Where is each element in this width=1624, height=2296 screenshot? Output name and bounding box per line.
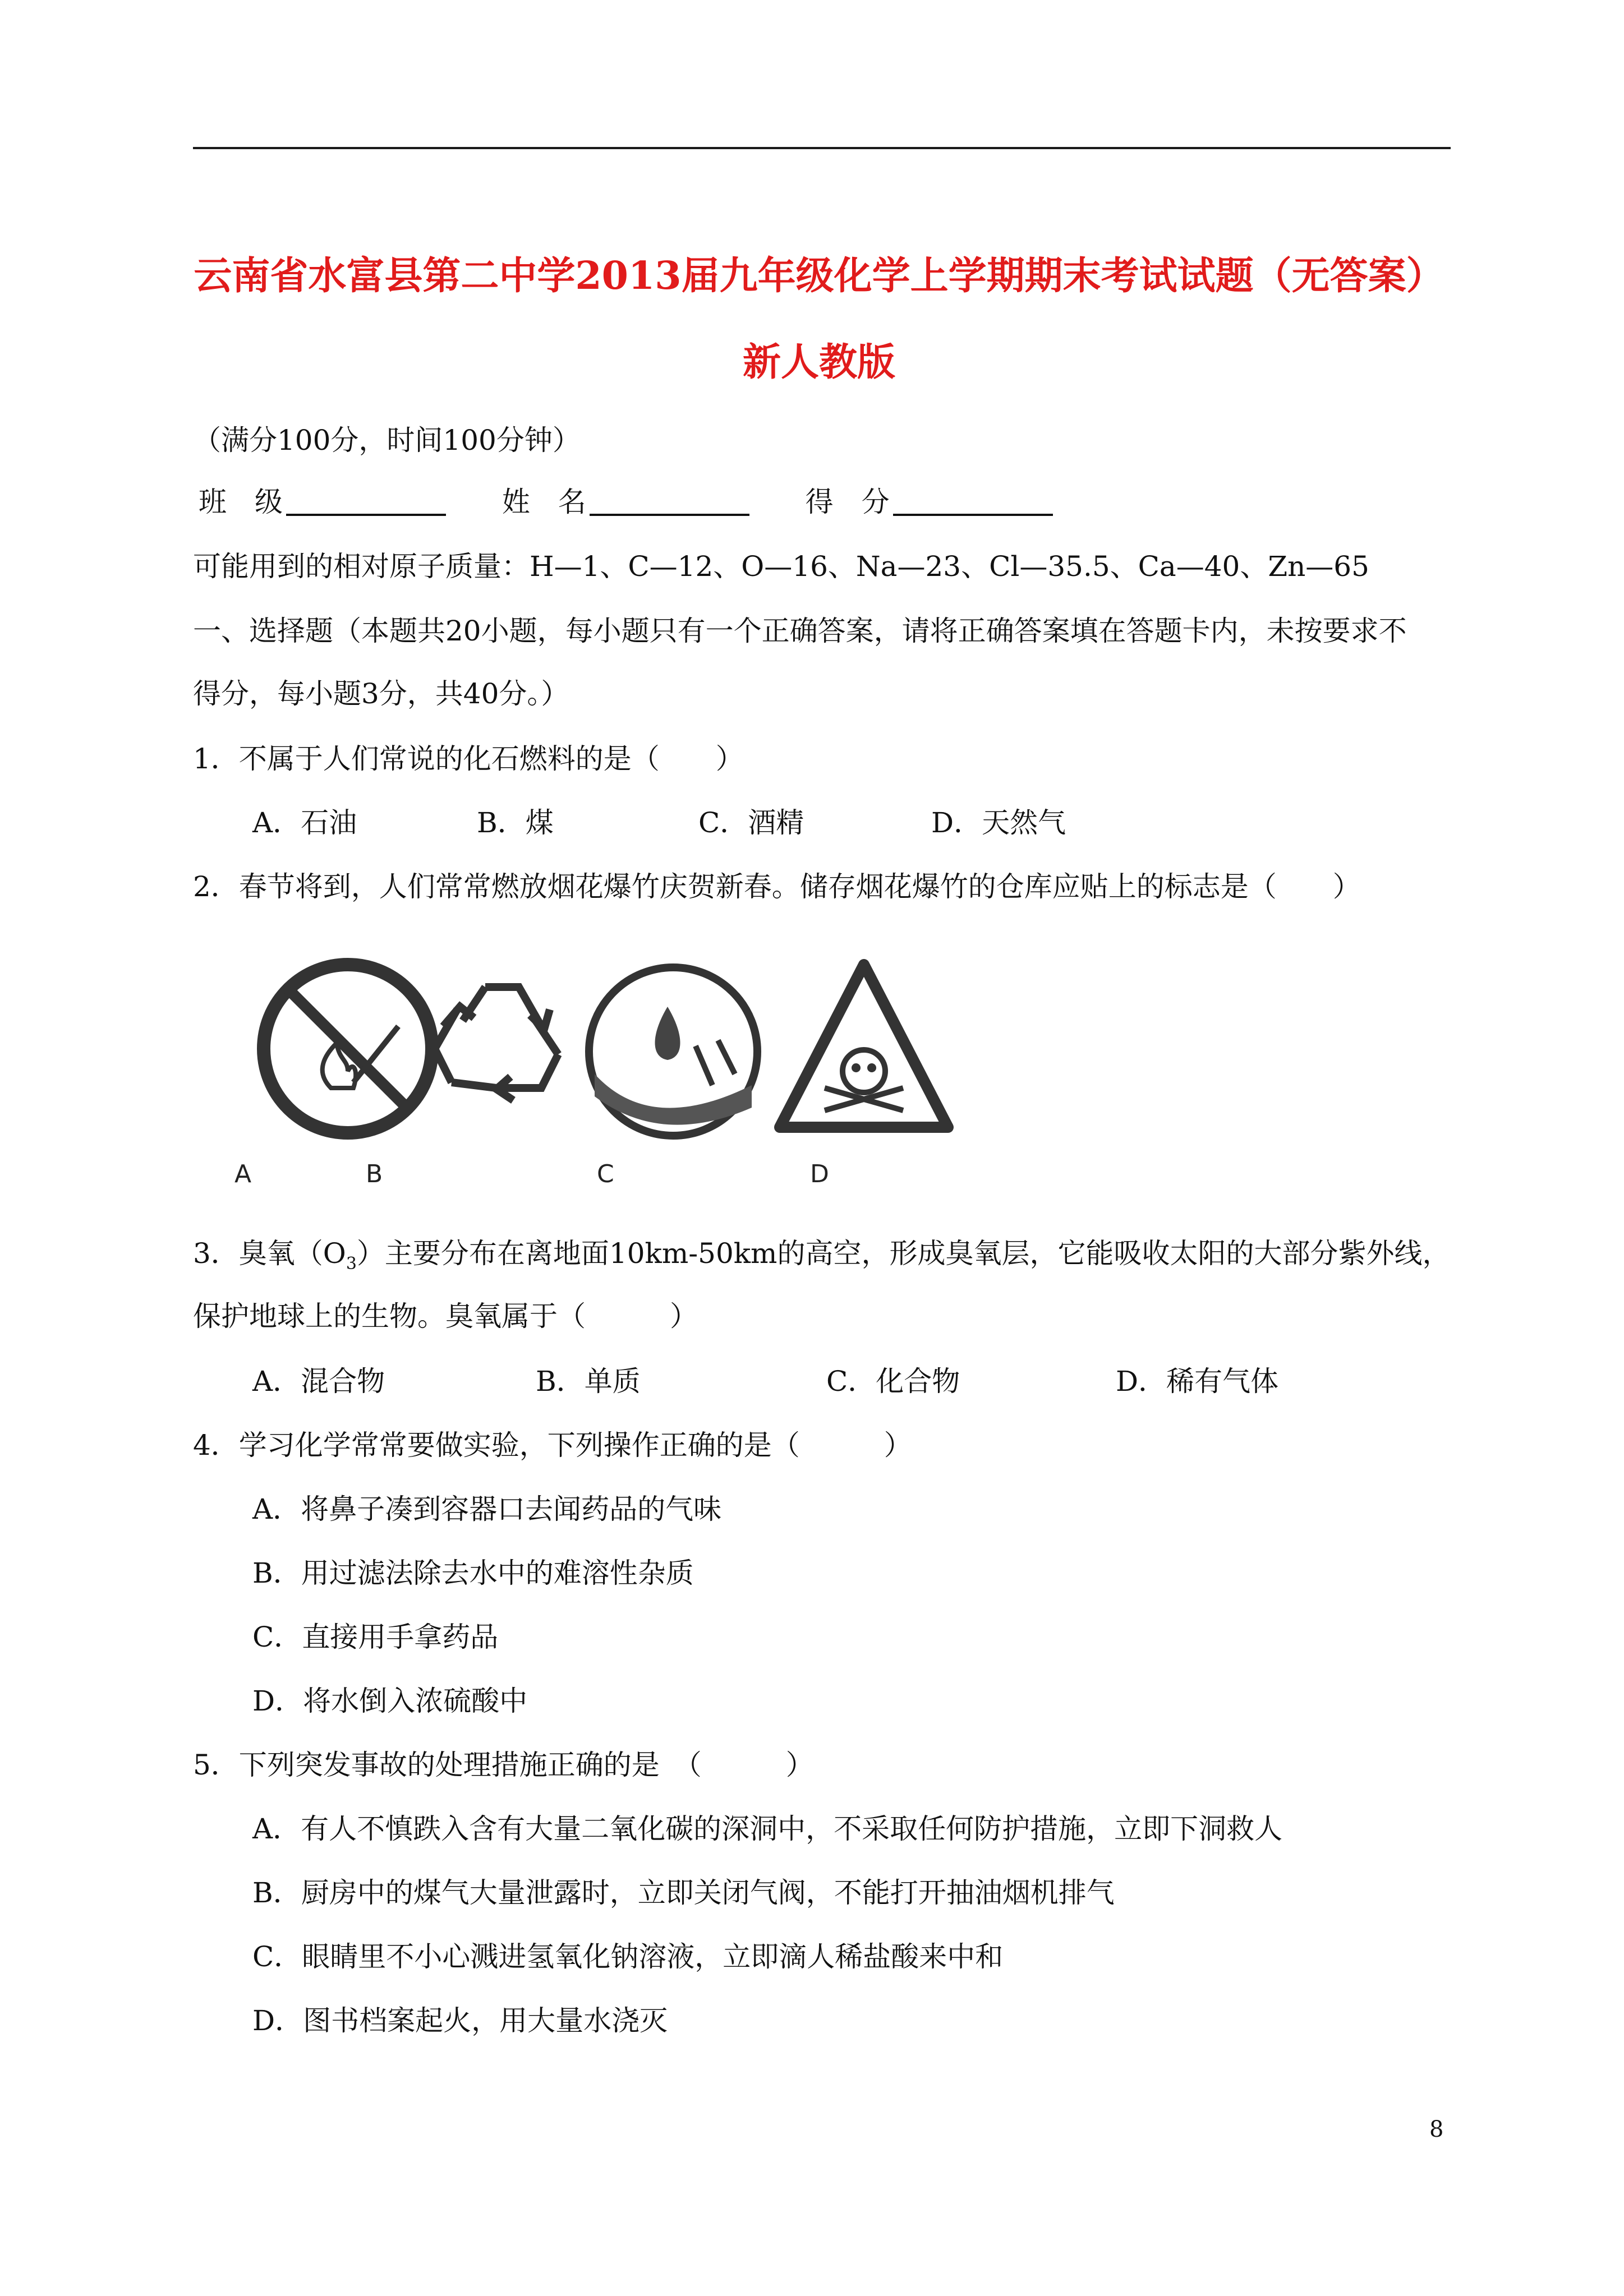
toxic-sign-icon <box>780 965 948 1127</box>
question-5-stem: 5．下列突发事故的处理措施正确的是 （ ） <box>193 1749 814 1781</box>
atomic-mass-note: 可能用到的相对原子质量：H—1、C—12、O—16、Na—23、Cl—35.5、Ca—40、Zn—65 <box>193 550 1369 583</box>
page-number: 8 <box>1429 2117 1444 2142</box>
corrosive-sign-icon <box>589 967 757 1136</box>
doc-title-line1: 云南省水富县第二中学2013届九年级化学上学期期末考试试题（无答案） <box>194 253 1444 298</box>
question-4-stem: 4．学习化学常常要做实验，下列操作正确的是（ ） <box>193 1429 912 1461</box>
name-blank <box>590 489 749 516</box>
name-label: 姓 名 <box>502 486 586 518</box>
class-blank <box>286 489 446 516</box>
q3-option-d: D．稀有气体 <box>1116 1365 1279 1398</box>
q1-option-d: D．天然气 <box>931 806 1066 839</box>
sign-label-b: B <box>366 1160 383 1188</box>
q3-option-b: B．单质 <box>536 1365 641 1398</box>
header-rule <box>193 147 1451 149</box>
score-blank <box>893 489 1053 516</box>
q1-option-a: A．石油 <box>252 806 357 839</box>
q4-option-c: C．直接用手拿药品 <box>252 1621 499 1653</box>
score-time-note: （满分100分，时间100分钟） <box>193 424 581 457</box>
q5-option-c: C．眼睛里不小心溅进氢氧化钠溶液，立即滴人稀盐酸来中和 <box>252 1940 1004 1973</box>
q3-option-a: A．混合物 <box>252 1365 385 1398</box>
score-label: 得 分 <box>805 486 890 518</box>
question-1-stem: 1．不属于人们常说的化石燃料的是（ ） <box>193 743 744 775</box>
question-3-stem: 3．臭氧$(O_3)$主要分布在离地面10km-50km的高空，形成臭氧层，它能吸收太阳的大部分紫外线， <box>193 1237 1451 1274</box>
q4-option-d: D．将水倒入浓硫酸中 <box>252 1685 528 1717</box>
sign-label-c: C <box>597 1160 614 1188</box>
q1-option-b: B．煤 <box>477 806 554 839</box>
question-2-stem: 2．春节将到，人们常常燃放烟花爆竹庆贺新春。储存烟花爆竹的仓库应贴上的标志是（ ） <box>193 870 1361 903</box>
section1-intro-line2: 得分，每小题3分，共40分。） <box>193 677 569 710</box>
q4-option-b: B．用过滤法除去水中的难溶性杂质 <box>252 1557 694 1589</box>
sign-label-a: A <box>234 1160 252 1188</box>
class-label: 班 级 <box>199 486 283 518</box>
q5-option-b: B．厨房中的煤气大量泄露时，立即关闭气阀，不能打开抽油烟机排气 <box>252 1877 1115 1909</box>
q4-option-a: A．将鼻子凑到容器口去闻药品的气味 <box>252 1493 722 1525</box>
question-3-stem-line2: 保护地球上的生物。臭氧属于（ ） <box>193 1300 698 1333</box>
question-1-options <box>252 806 1066 839</box>
q1-option-c: C．酒精 <box>698 806 804 839</box>
doc-title-line2: 新人教版 <box>742 340 895 385</box>
q3-option-c: C．化合物 <box>826 1365 960 1398</box>
no-fire-sign-icon <box>264 965 432 1133</box>
student-info-row <box>199 488 1053 516</box>
q5-option-a: A．有人不慎跌入含有大量二氧化碳的深洞中，不采取任何防护措施，立即下洞救人 <box>252 1813 1283 1845</box>
warning-signs-figure <box>236 942 1021 1211</box>
recycle-sign-icon <box>435 987 558 1100</box>
sign-label-d: D <box>810 1160 829 1188</box>
section1-intro-line1: 一、选择题（本题共20小题，每小题只有一个正确答案，请将正确答案填在答题卡内，未按要求不 <box>193 615 1407 647</box>
q5-option-d: D．图书档案起火，用大量水浇灭 <box>252 2004 668 2037</box>
question-3-options <box>252 1365 1279 1398</box>
